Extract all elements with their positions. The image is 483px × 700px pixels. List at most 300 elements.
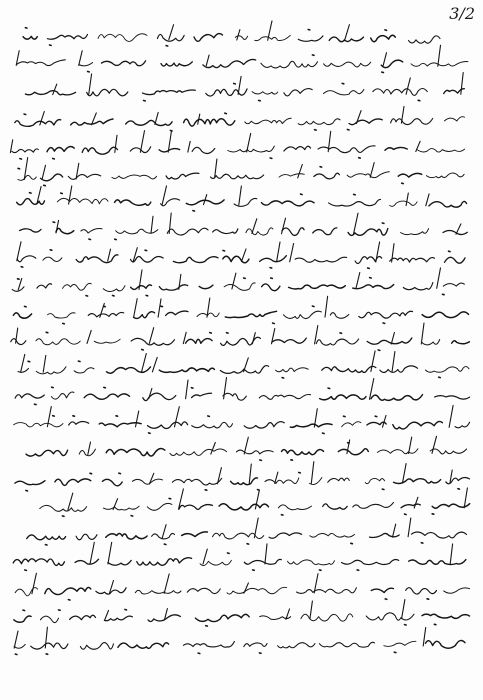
handwriting-stroke bbox=[252, 219, 257, 234]
handwriting-word bbox=[75, 559, 99, 564]
handwriting-stroke bbox=[43, 355, 46, 372]
handwriting-word bbox=[279, 174, 304, 177]
handwriting-word bbox=[159, 368, 214, 372]
handwriting-stroke bbox=[383, 415, 387, 427]
handwriting-stroke bbox=[242, 249, 247, 262]
handwriting-word bbox=[231, 478, 258, 485]
handwriting-word bbox=[103, 506, 139, 510]
handwriting-word bbox=[186, 339, 213, 344]
handwriting-stroke bbox=[162, 186, 166, 205]
handwriting-word bbox=[213, 229, 238, 234]
handwriting-stroke bbox=[239, 186, 242, 205]
handwriting-word bbox=[84, 394, 129, 399]
handwriting-word bbox=[411, 62, 468, 67]
handwriting-stroke bbox=[87, 330, 91, 343]
handwriting-stroke bbox=[437, 268, 441, 288]
handwriting-stroke bbox=[402, 600, 405, 619]
handwriting-stroke bbox=[421, 323, 424, 344]
handwriting-stroke bbox=[371, 351, 375, 372]
handwriting-word bbox=[99, 423, 141, 427]
handwriting-word bbox=[319, 642, 374, 647]
handwriting-word bbox=[82, 147, 117, 154]
handwriting-word bbox=[143, 90, 196, 95]
handwriting-word bbox=[255, 35, 291, 40]
handwriting-word bbox=[353, 502, 394, 508]
handwriting-word bbox=[380, 366, 418, 373]
handwriting-stroke bbox=[188, 141, 190, 152]
handwriting-word bbox=[246, 228, 273, 235]
handwriting-stroke bbox=[142, 354, 147, 373]
handwriting-stroke bbox=[79, 51, 83, 66]
handwriting-word bbox=[15, 394, 44, 398]
handwriting-word bbox=[298, 119, 340, 125]
handwriting-word bbox=[445, 117, 465, 121]
handwriting-word bbox=[324, 62, 371, 67]
handwriting-stroke bbox=[356, 273, 360, 289]
handwriting-word bbox=[390, 201, 418, 206]
handwriting-stroke bbox=[21, 354, 25, 372]
handwriting-word bbox=[192, 393, 212, 398]
handwriting-line bbox=[25, 73, 464, 101]
handwriting-word bbox=[118, 643, 169, 649]
handwriting-stroke bbox=[406, 193, 408, 206]
handwriting-word bbox=[272, 338, 306, 343]
handwriting-line bbox=[10, 131, 464, 159]
handwriting-stroke bbox=[164, 574, 169, 594]
handwriting-word bbox=[320, 395, 366, 400]
handwriting-word bbox=[225, 311, 276, 317]
handwriting-word bbox=[371, 588, 393, 592]
handwriting-word bbox=[223, 256, 249, 263]
handwriting-word bbox=[278, 505, 311, 510]
handwriting-stroke bbox=[206, 55, 209, 66]
handwriting-line bbox=[18, 158, 464, 186]
handwriting-word bbox=[295, 257, 347, 262]
handwriting-word bbox=[159, 149, 180, 152]
handwriting-word bbox=[418, 149, 465, 152]
handwriting-word bbox=[390, 258, 435, 263]
handwriting-stroke bbox=[42, 165, 45, 179]
handwriting-word bbox=[183, 642, 234, 648]
handwriting-word bbox=[430, 449, 466, 454]
handwriting-stroke bbox=[461, 73, 463, 95]
handwriting-word bbox=[298, 36, 323, 41]
handwriting-stroke bbox=[14, 631, 18, 648]
handwriting-stroke bbox=[244, 437, 248, 454]
handwriting-line bbox=[17, 186, 467, 211]
handwriting-word bbox=[148, 422, 188, 429]
handwriting-word bbox=[269, 533, 302, 538]
handwriting-stroke bbox=[224, 378, 227, 399]
handwriting-stroke bbox=[370, 163, 374, 178]
handwriting-word bbox=[51, 392, 74, 399]
handwriting-word bbox=[81, 229, 102, 233]
handwriting-word bbox=[47, 147, 74, 152]
handwriting-stroke bbox=[376, 242, 380, 262]
handwriting-word bbox=[426, 173, 464, 178]
handwriting-stroke bbox=[393, 524, 396, 537]
handwriting-word bbox=[68, 174, 100, 179]
handwriting-stroke bbox=[432, 436, 437, 453]
handwriting-word bbox=[25, 91, 75, 95]
handwriting-word bbox=[134, 312, 155, 319]
handwriting-stroke bbox=[265, 544, 267, 564]
handwriting-word bbox=[55, 479, 91, 486]
handwriting-word bbox=[282, 228, 304, 236]
handwriting-word bbox=[69, 421, 89, 425]
handwriting-stroke bbox=[392, 352, 395, 372]
handwriting-word bbox=[409, 36, 441, 43]
handwriting-word bbox=[371, 35, 396, 41]
handwriting-word bbox=[211, 174, 264, 179]
page-number: 3/2 bbox=[449, 4, 475, 23]
handwriting-word bbox=[284, 146, 311, 151]
handwriting-stroke bbox=[17, 242, 21, 261]
handwriting-word bbox=[422, 340, 440, 345]
handwriting-word bbox=[398, 173, 421, 177]
handwriting-word bbox=[131, 338, 174, 345]
handwriting-word bbox=[199, 285, 213, 289]
handwriting-stroke bbox=[18, 278, 22, 289]
handwriting-word bbox=[261, 201, 314, 206]
handwriting-line bbox=[18, 351, 469, 378]
handwriting-word bbox=[401, 229, 429, 235]
handwriting-word bbox=[406, 588, 437, 594]
handwriting-word bbox=[40, 616, 58, 623]
handwriting-word bbox=[288, 560, 335, 565]
handwriting-word bbox=[56, 228, 74, 233]
handwriting-stroke bbox=[45, 627, 47, 648]
handwriting-word bbox=[108, 560, 131, 565]
handwriting-word bbox=[166, 311, 188, 315]
handwriting-stroke bbox=[232, 273, 236, 289]
handwriting-word bbox=[57, 198, 108, 203]
handwriting-word bbox=[385, 147, 407, 150]
handwriting-stroke bbox=[277, 242, 280, 262]
handwriting-line bbox=[20, 213, 468, 240]
handwriting-stroke bbox=[100, 303, 105, 317]
handwriting-word bbox=[342, 560, 399, 565]
handwriting-word bbox=[74, 368, 94, 373]
handwriting-word bbox=[314, 173, 340, 179]
handwriting-word bbox=[14, 644, 25, 648]
handwriting-word bbox=[80, 643, 113, 650]
handwriting-word bbox=[365, 478, 384, 483]
handwriting-stroke bbox=[249, 464, 251, 484]
handwriting-word bbox=[422, 614, 470, 618]
handwriting-line bbox=[17, 242, 465, 269]
handwriting-line bbox=[12, 268, 464, 296]
handwriting-word bbox=[15, 120, 61, 127]
handwriting-word bbox=[316, 339, 358, 345]
handwriting-word bbox=[137, 558, 192, 566]
handwriting-stroke bbox=[151, 216, 153, 233]
handwriting-word bbox=[88, 312, 124, 316]
handwriting-word bbox=[131, 256, 164, 262]
handwriting-word bbox=[63, 283, 92, 290]
handwriting-stroke bbox=[155, 112, 158, 124]
handwriting-word bbox=[184, 119, 235, 126]
handwriting-line bbox=[15, 378, 470, 405]
handwriting-word bbox=[224, 283, 255, 290]
handwriting-word bbox=[329, 199, 381, 206]
handwriting-word bbox=[26, 450, 68, 456]
handwriting-word bbox=[262, 284, 280, 291]
handwriting-word bbox=[330, 313, 349, 319]
handwriting-word bbox=[313, 228, 337, 235]
handwriting-stroke bbox=[175, 407, 180, 427]
handwriting-word bbox=[14, 423, 63, 427]
handwriting-stroke bbox=[438, 45, 441, 66]
handwriting-word bbox=[265, 478, 299, 484]
handwriting-stroke bbox=[298, 165, 303, 178]
handwriting-word bbox=[13, 559, 64, 566]
handwriting-stroke bbox=[108, 542, 112, 564]
handwriting-word bbox=[106, 448, 165, 456]
handwriting-word bbox=[445, 257, 466, 263]
handwriting-word bbox=[104, 616, 132, 621]
handwriting-word bbox=[166, 173, 199, 179]
handwriting-stroke bbox=[162, 525, 166, 538]
handwriting-word bbox=[284, 89, 312, 96]
handwriting-word bbox=[107, 367, 151, 373]
handwriting-word bbox=[17, 60, 65, 66]
handwriting-stroke bbox=[158, 299, 161, 317]
handwriting-word bbox=[192, 422, 233, 428]
handwriting-stroke bbox=[53, 84, 57, 95]
handwriting-word bbox=[200, 560, 231, 565]
handwriting-stroke bbox=[426, 194, 429, 206]
handwriting-word bbox=[79, 63, 93, 66]
handwriting-word bbox=[409, 560, 466, 565]
handwriting-word bbox=[195, 614, 249, 621]
handwriting-word bbox=[76, 255, 118, 263]
handwriting-word bbox=[403, 283, 433, 290]
handwriting-stroke bbox=[450, 544, 452, 564]
handwriting-stroke bbox=[311, 462, 314, 484]
handwriting-line bbox=[40, 488, 470, 516]
handwriting-line bbox=[14, 405, 470, 433]
handwriting-word bbox=[452, 341, 470, 344]
handwriting-word bbox=[455, 422, 470, 428]
handwriting-word bbox=[355, 257, 382, 264]
handwriting-word bbox=[13, 313, 31, 318]
handwriting-word bbox=[228, 146, 274, 152]
handwriting-stroke bbox=[90, 542, 94, 564]
handwriting-word bbox=[394, 479, 441, 484]
handwriting-word bbox=[18, 369, 28, 373]
handwriting-word bbox=[384, 641, 416, 646]
handwriting-word bbox=[322, 366, 376, 372]
handwriting-line bbox=[15, 462, 470, 491]
handwriting-word bbox=[323, 504, 348, 509]
handwriting-stroke bbox=[108, 249, 111, 261]
handwriting-stroke bbox=[310, 601, 313, 619]
handwriting-stroke bbox=[354, 213, 359, 234]
handwriting-word bbox=[338, 449, 368, 455]
handwriting-line bbox=[26, 436, 467, 460]
handwriting-word bbox=[282, 450, 324, 455]
handwriting-word bbox=[173, 257, 218, 263]
handwriting-stroke bbox=[134, 299, 138, 318]
handwriting-word bbox=[18, 175, 36, 180]
handwriting-word bbox=[147, 503, 172, 510]
handwriting-line bbox=[15, 573, 470, 600]
handwriting-stroke bbox=[68, 493, 73, 510]
handwriting-line bbox=[15, 106, 465, 130]
handwriting-word bbox=[70, 615, 96, 619]
handwriting-stroke bbox=[169, 25, 174, 40]
handwriting-stroke bbox=[136, 411, 139, 427]
handwriting-line bbox=[23, 21, 440, 46]
handwriting-word bbox=[219, 504, 268, 510]
handwriting-word bbox=[87, 89, 128, 96]
handwriting-stroke bbox=[383, 53, 387, 66]
handwriting-word bbox=[244, 643, 267, 647]
handwriting-word bbox=[15, 588, 37, 596]
handwriting-word bbox=[276, 368, 309, 372]
handwriting-stroke bbox=[391, 333, 394, 345]
handwriting-word bbox=[167, 228, 208, 235]
handwriting-word bbox=[115, 200, 151, 205]
handwriting-word bbox=[187, 588, 220, 593]
handwriting-word bbox=[36, 367, 66, 374]
handwriting-word bbox=[47, 35, 87, 40]
handwriting-word bbox=[103, 286, 125, 292]
handwriting-word bbox=[297, 588, 357, 594]
handwriting-stroke bbox=[290, 244, 294, 262]
handwriting-word bbox=[444, 588, 470, 593]
handwriting-word bbox=[20, 229, 41, 232]
handwriting-stroke bbox=[105, 610, 109, 620]
handwriting-stroke bbox=[186, 380, 188, 399]
handwriting-word bbox=[227, 587, 287, 594]
handwriting-word bbox=[15, 481, 45, 485]
handwriting-word bbox=[435, 396, 470, 400]
handwriting-word bbox=[259, 394, 310, 399]
handwriting-word bbox=[359, 311, 413, 318]
handwriting-stroke bbox=[282, 218, 286, 234]
handwriting-word bbox=[318, 146, 375, 153]
handwriting-word bbox=[370, 533, 400, 537]
handwriting-word bbox=[245, 118, 291, 123]
handwriting-word bbox=[301, 614, 353, 621]
handwriting-stroke bbox=[247, 133, 251, 152]
handwriting-stroke bbox=[169, 213, 171, 233]
handwriting-word bbox=[278, 643, 315, 648]
handwriting-word bbox=[373, 89, 428, 96]
handwriting-word bbox=[347, 172, 389, 178]
handwriting-word bbox=[27, 535, 66, 540]
handwriting-stroke bbox=[345, 25, 350, 41]
handwriting-stroke bbox=[392, 244, 394, 262]
handwriting-word bbox=[261, 61, 318, 68]
handwriting-word bbox=[391, 119, 433, 125]
handwriting-line bbox=[16, 45, 468, 72]
handwriting-line bbox=[14, 627, 465, 654]
handwriting-word bbox=[37, 284, 52, 288]
handwriting-word bbox=[429, 201, 467, 207]
handwriting-word bbox=[244, 559, 281, 564]
handwriting-stroke bbox=[403, 464, 407, 483]
handwriting-line bbox=[14, 600, 470, 627]
handwriting-word bbox=[102, 479, 122, 486]
handwriting-stroke bbox=[149, 328, 153, 344]
handwriting-word bbox=[179, 505, 212, 510]
handwriting-word bbox=[14, 616, 31, 622]
handwriting-word bbox=[237, 450, 274, 454]
handwriting-word bbox=[157, 34, 184, 41]
handwriting-word bbox=[11, 339, 26, 345]
handwriting-stroke bbox=[406, 78, 410, 94]
handwriting-word bbox=[349, 119, 382, 125]
handwriting-stroke bbox=[115, 135, 117, 152]
handwriting-stroke bbox=[211, 443, 216, 455]
handwriting-word bbox=[17, 256, 36, 262]
handwriting-word bbox=[192, 147, 215, 153]
handwriting-stroke bbox=[408, 518, 411, 537]
handwriting-word bbox=[411, 532, 466, 538]
handwriting-word bbox=[310, 533, 355, 537]
handwriting-word bbox=[252, 92, 278, 95]
handwriting-word bbox=[393, 421, 443, 428]
handwriting-stroke bbox=[237, 30, 240, 40]
handwriting-word bbox=[367, 338, 412, 344]
handwriting-word bbox=[172, 478, 221, 485]
handwriting-word bbox=[170, 449, 227, 456]
handwriting-word bbox=[12, 149, 39, 153]
handwriting-word bbox=[126, 120, 172, 125]
handwriting-word bbox=[290, 424, 332, 428]
handwriting-word bbox=[76, 534, 97, 540]
handwriting-word bbox=[366, 613, 414, 620]
handwriting-stroke bbox=[464, 488, 467, 508]
handwriting-line bbox=[13, 296, 468, 324]
handwriting-word bbox=[203, 59, 256, 67]
handwriting-word bbox=[135, 590, 181, 594]
handwriting-word bbox=[425, 367, 469, 373]
handwriting-word bbox=[371, 395, 423, 401]
handwriting-word bbox=[43, 257, 62, 261]
handwriting-word bbox=[132, 479, 162, 484]
handwriting-word bbox=[143, 393, 176, 400]
handwriting-word bbox=[323, 89, 364, 95]
handwriting-stroke bbox=[254, 518, 258, 538]
handwriting-stroke bbox=[414, 497, 418, 508]
handwriting-word bbox=[45, 587, 91, 594]
handwriting-word bbox=[289, 285, 346, 289]
handwriting-word bbox=[102, 61, 146, 66]
handwriting-word bbox=[131, 285, 152, 290]
handwriting-line bbox=[27, 518, 467, 545]
handwriting-stroke bbox=[268, 21, 272, 40]
handwriting-word bbox=[221, 337, 261, 345]
handwriting-word bbox=[94, 339, 120, 343]
handwriting-stroke bbox=[32, 573, 37, 594]
handwriting-word bbox=[342, 422, 361, 427]
handwriting-word bbox=[106, 533, 147, 539]
handwriting-word bbox=[446, 478, 470, 484]
handwriting-word bbox=[329, 37, 363, 42]
handwriting-word bbox=[422, 312, 468, 318]
handwriting-word bbox=[401, 504, 420, 508]
handwriting-word bbox=[260, 256, 287, 262]
handwriting-line bbox=[11, 323, 470, 350]
handwriting-stroke bbox=[152, 357, 157, 371]
handwriting-stroke bbox=[238, 76, 241, 94]
handwriting-stroke bbox=[140, 131, 144, 153]
handwriting-word bbox=[40, 505, 87, 511]
